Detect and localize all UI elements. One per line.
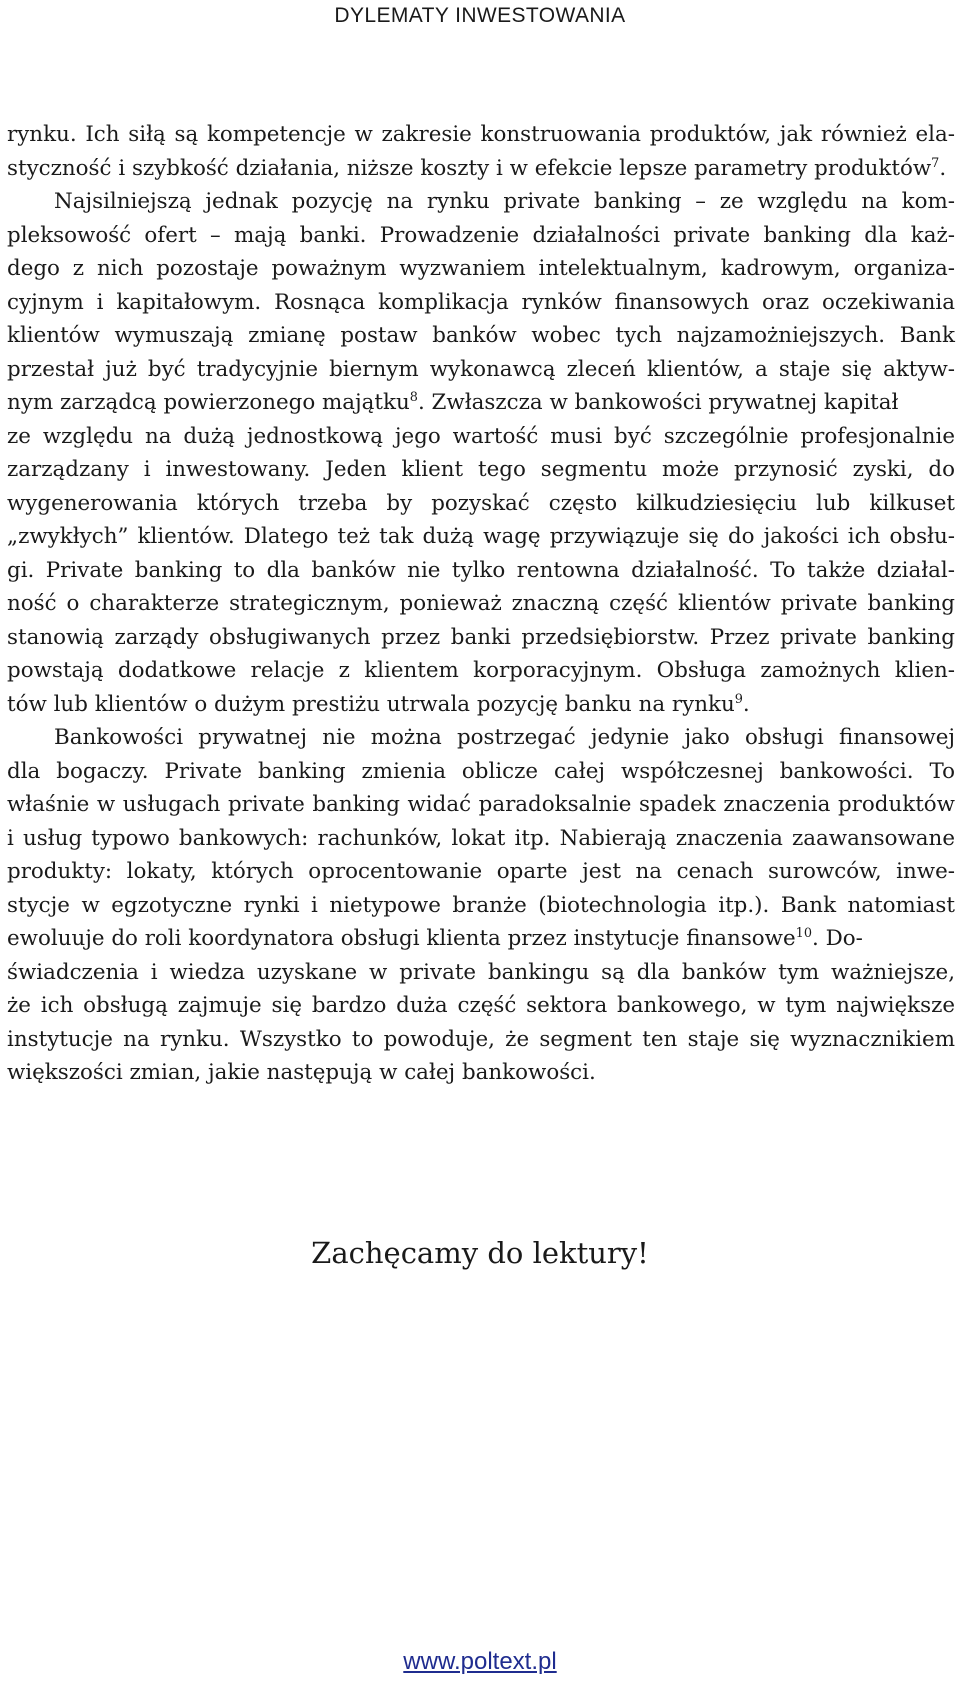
footnote-ref: 7 (931, 155, 940, 171)
text-line: stanowią zarządy obsługiwanych przez banki przedsiębiorstw. Przez private banking (7, 624, 955, 650)
text-line: cyjnym i kapitałowym. Rosnąca komplikacja rynków finansowych oraz oczekiwania (7, 289, 955, 315)
text-line: ze względu na dużą jednostkową jego wartość musi być szczególnie profesjonalnie (7, 423, 955, 449)
running-header: DYLEMATY INWESTOWANIA (334, 4, 626, 27)
footnote-ref: 9 (734, 691, 743, 707)
text-line: klientów wymuszają zmianę postaw banków wobec tych najzamożniejszych. Bank (7, 323, 955, 348)
text-line: dla bogaczy. Private banking zmienia oblicze całej współczesnej bankowości. To (7, 758, 955, 784)
text-line: ność o charakterze strategicznym, ponieważ znaczną część klientów private banking (7, 591, 955, 616)
text-line: powstają dodatkowe relacje z klientem korporacyjnym. Obsługa zamożnych klien- (7, 658, 955, 683)
text-line: produkty: lokaty, których oprocentowanie oparte jest na cenach surowców, inwe- (7, 859, 955, 884)
text-line: tów lub klientów o dużym prestiżu utrwala pozycję banku na rynku$^9$. (7, 691, 750, 717)
text-line: zarządzany i inwestowany. Jeden klient tego segmentu może przynosić zyski, do (7, 457, 955, 482)
body-text (7, 118, 955, 1090)
text-line: instytucje na rynku. Wszystko to powoduje, że segment ten staje się wyznacznikiem (7, 1026, 955, 1052)
text-line: rynku. Ich siłą są kompetencje w zakresie konstruowania produktów, jak również ela- (7, 122, 955, 147)
text-line: większości zmian, jakie następują w całej bankowości. (7, 1060, 596, 1085)
footer (0, 1648, 960, 1676)
text-line: stycje w egzotyczne rynki i nietypowe branże (biotechnologia itp.). Bank natomiast (7, 892, 955, 918)
text-line: świadczenia i wiedza uzyskane w private bankingu są dla banków tym ważniejsze, (7, 959, 955, 985)
text-line: „zwykłych” klientów. Dlatego też tak dużą wagę przywiązuje się do jakości ich obsłu- (7, 524, 955, 549)
paragraph-start: Najsilniejszą jednak pozycję na rynku private banking – ze względu na kom- (54, 189, 955, 214)
text-line: przestał już być tradycyjnie biernym wykonawcą zleceń klientów, a staje się aktyw- (7, 356, 955, 382)
text-line: styczność i szybkość działania, niższe koszty i w efekcie lepsze parametry produktów$^7$. (7, 155, 947, 181)
website-link[interactable]: www.poltext.pl (403, 1648, 557, 1675)
paragraph-start: Bankowości prywatnej nie można postrzegać jedynie jako obsługi finansowej (54, 725, 955, 750)
text-line: dego z nich pozostaje poważnym wyzwaniem intelektualnym, kadrowym, organiza- (7, 256, 955, 281)
footnote-ref: 8 (409, 389, 418, 405)
text-line: że ich obsługą zajmuje się bardzo duża część sektora bankowego, w tym największe (7, 993, 955, 1018)
text-line: nym zarządcą powierzonego majątku$^8$. Zwłaszcza w bankowości prywatnej kapitał (7, 389, 899, 415)
text-line: pleksowość ofert – mają banki. Prowadzenie działalności private banking dla każ- (7, 222, 955, 248)
text-line: wygenerowania których trzeba by pozyskać często kilkudziesięciu lub kilkuset (7, 490, 955, 516)
closing-text: Zachęcamy do lektury! (311, 1236, 649, 1270)
text-line: ewoluuje do roli koordynatora obsługi klienta przez instytucje finansowe$^{10}$. Do- (7, 925, 863, 951)
text-line: i usług typowo bankowych: rachunków, lokat itp. Nabierają znaczenia zaawansowane (7, 825, 955, 851)
text-line: gi. Private banking to dla banków nie tylko rentowna działalność. To także działal- (7, 557, 955, 583)
text-line: właśnie w usługach private banking widać paradoksalnie spadek znaczenia produktów (7, 792, 955, 817)
footnote-ref: 10 (795, 925, 812, 941)
